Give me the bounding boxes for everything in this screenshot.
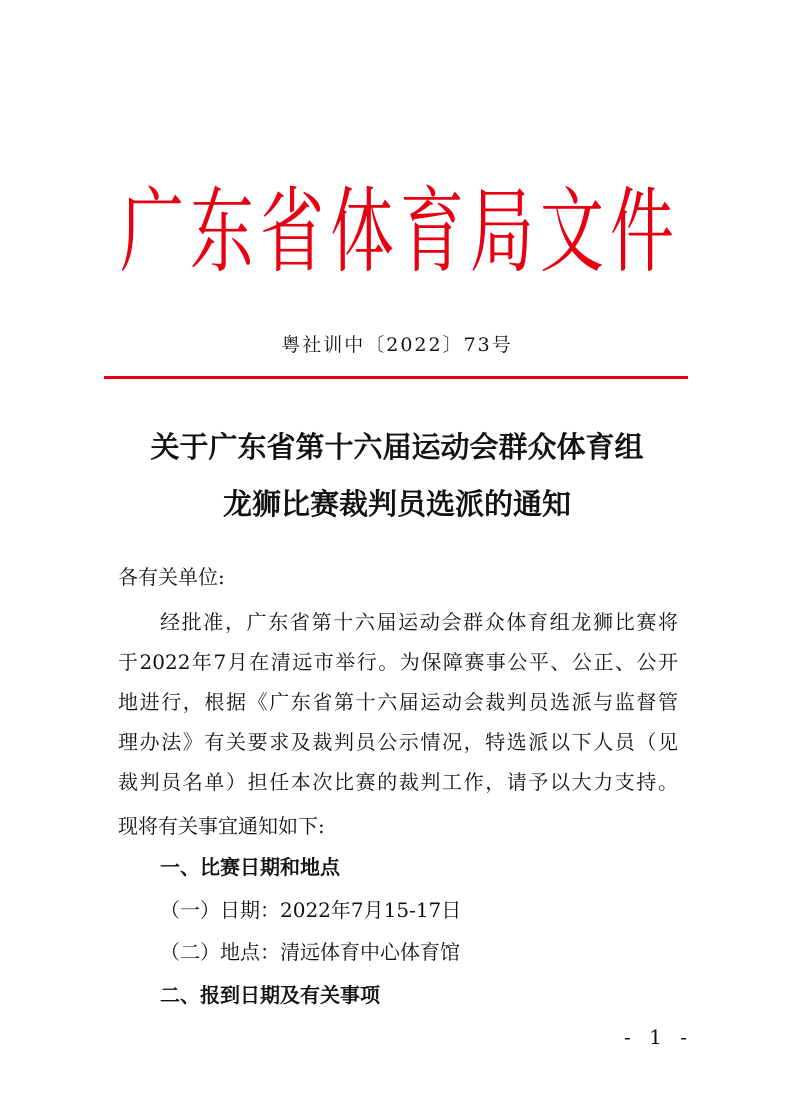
notice-title-line-1: 关于广东省第十六届运动会群众体育组: [150, 430, 644, 464]
document-number: 粤社训中〔2022〕73号: [281, 334, 513, 356]
body-line: 地进行，根据《广东省第十六届运动会裁判员选派与监督管: [118, 690, 678, 714]
section-item-date: （一）日期：2022年7月15-17日: [160, 898, 462, 922]
red-divider-line: [104, 376, 688, 379]
salutation: 各有关单位:: [118, 565, 225, 589]
masthead-title: 广东省体育局文件: [120, 179, 680, 287]
section-heading-1: 一、比赛日期和地点: [160, 855, 340, 879]
page-number: - 1 -: [624, 1025, 693, 1049]
body-line: 经批准，广东省第十六届运动会群众体育组龙狮比赛将: [160, 610, 678, 634]
section-heading-2: 二、报到日期及有关事项: [160, 983, 380, 1007]
body-line: 现将有关事宜通知如下:: [118, 814, 325, 838]
notice-title-line-2: 龙狮比赛裁判员选派的通知: [222, 487, 571, 521]
body-line: 裁判员名单）担任本次比赛的裁判工作，请予以大力支持。: [118, 770, 678, 794]
body-line: 于2022年7月在清远市举行。为保障赛事公平、公正、公开: [118, 650, 678, 674]
body-line: 理办法》有关要求及裁判员公示情况，特选派以下人员（见: [118, 730, 678, 754]
section-item-location: （二）地点：清远体育中心体育馆: [160, 940, 460, 964]
